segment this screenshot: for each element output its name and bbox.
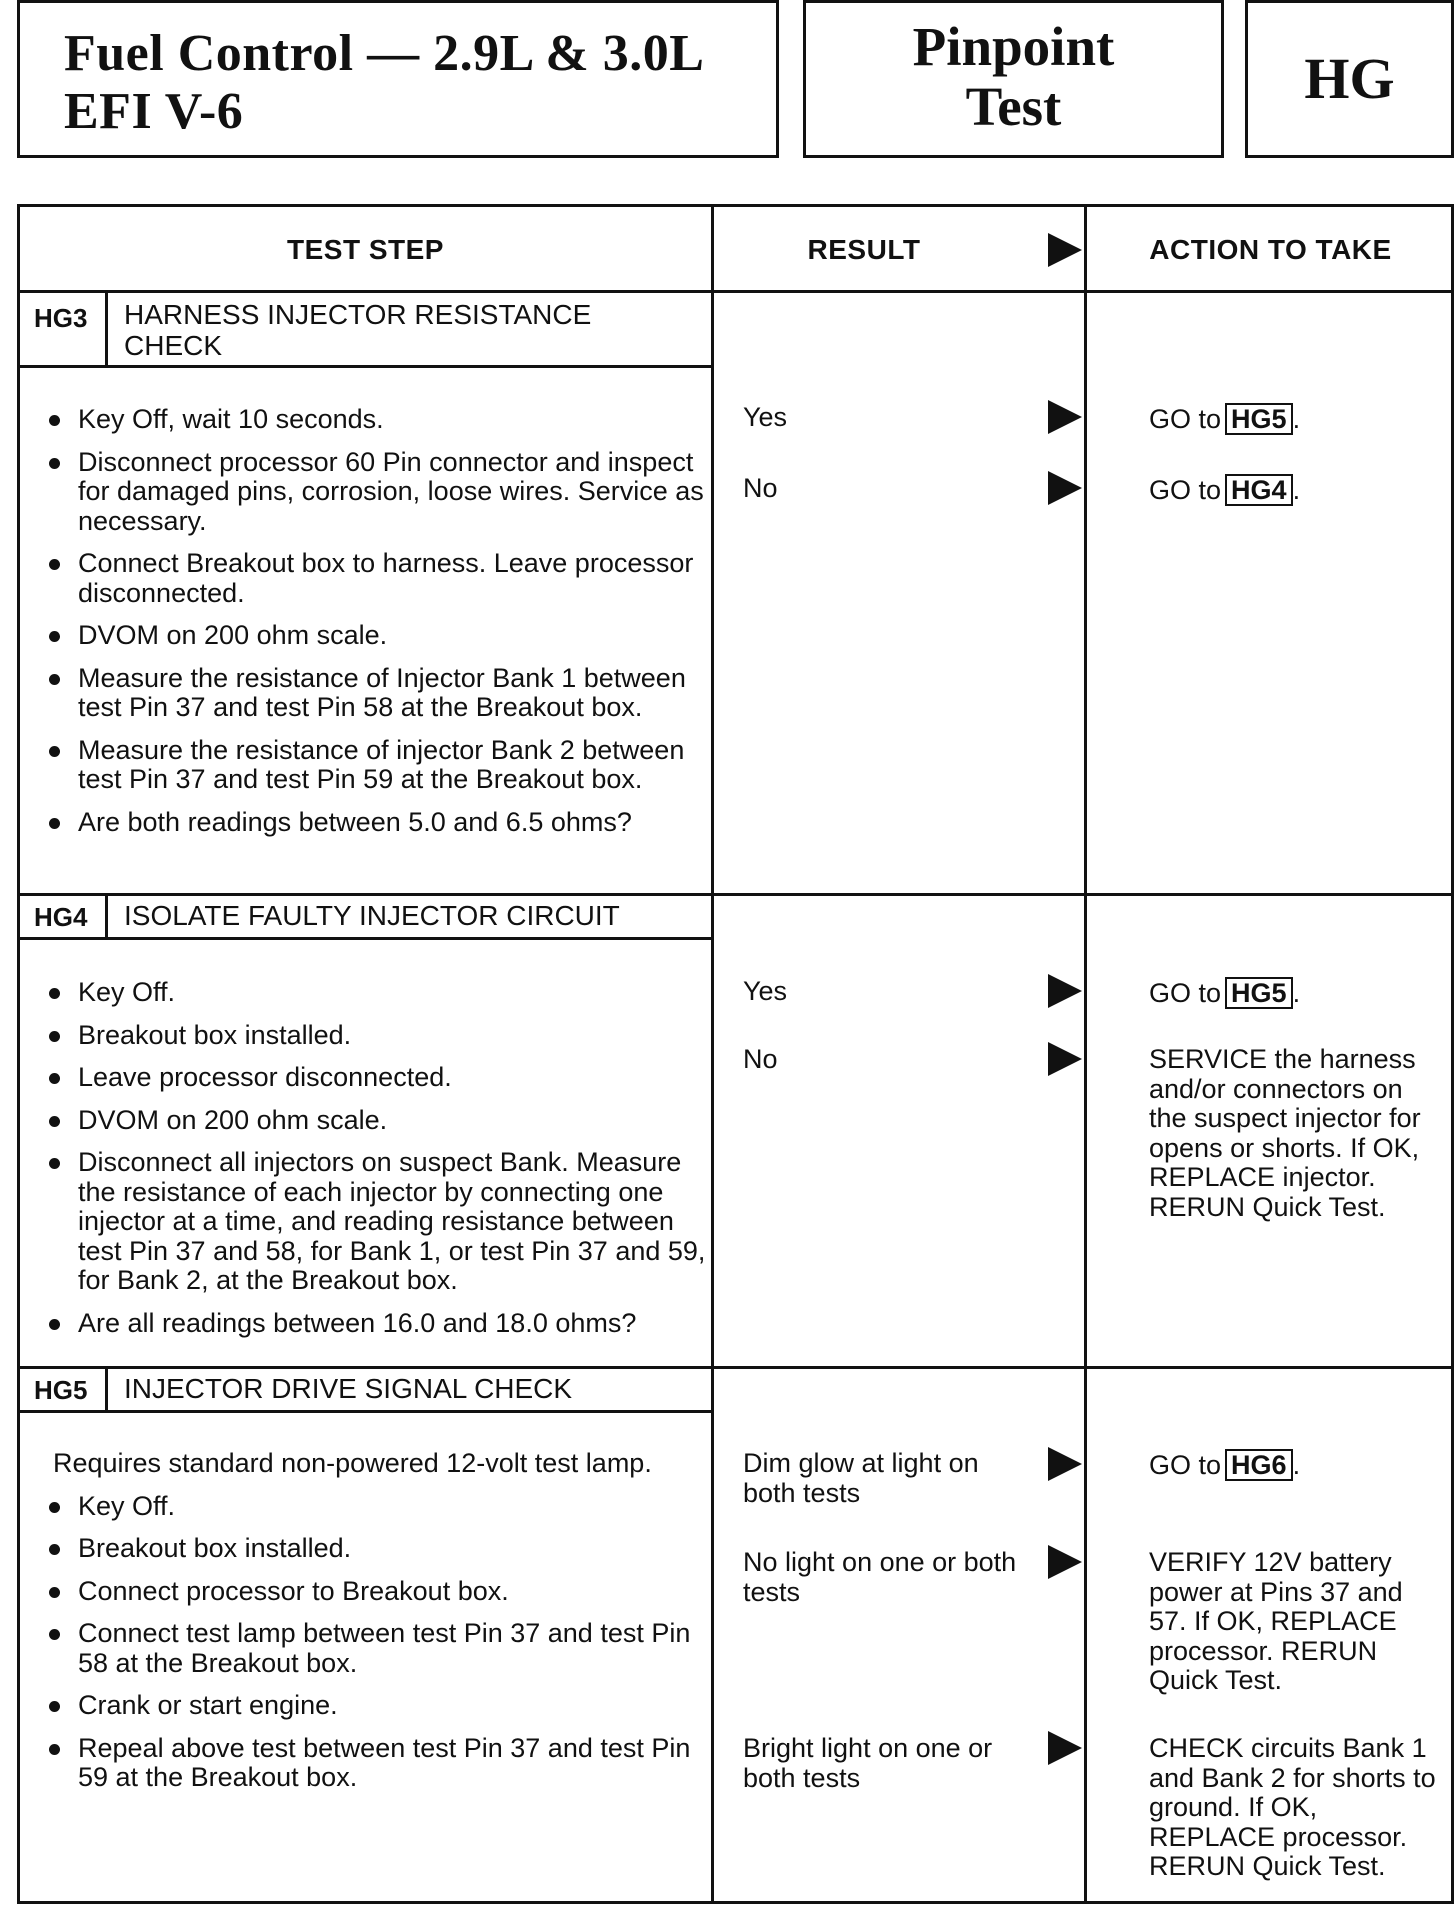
- section-title-hg5: INJECTOR DRIVE SIGNAL CHECK: [124, 1373, 573, 1404]
- section-title-hg4: ISOLATE FAULTY INJECTOR CIRCUIT: [124, 900, 620, 931]
- arrow-icon: [1048, 400, 1082, 434]
- pinpoint-label: Pinpoint: [912, 16, 1115, 77]
- arrow-icon: [1048, 1731, 1082, 1765]
- goto-suffix: .: [1292, 475, 1301, 505]
- action-goto: [1149, 977, 1439, 1009]
- result-no: No: [743, 1044, 778, 1074]
- column-header-action: ACTION TO TAKE: [1149, 234, 1392, 265]
- step-item: Breakout box installed.: [45, 1534, 715, 1564]
- result-yes: Yes: [743, 402, 788, 432]
- result-yes: Yes: [743, 976, 788, 1006]
- goto-text: GO to: [1149, 404, 1222, 434]
- goto-suffix: .: [1292, 1450, 1301, 1480]
- step-item: Are all readings between 16.0 and 18.0 ohms?: [45, 1309, 715, 1339]
- action-goto: [1149, 403, 1439, 435]
- page-title-line2: EFI V-6: [64, 83, 244, 140]
- goto-suffix: .: [1292, 404, 1301, 434]
- page-title-line1: Fuel Control — 2.9L & 3.0L: [64, 25, 705, 82]
- result-bright-light: Bright light on one or both tests: [743, 1733, 993, 1793]
- section-title-hg3: HARNESS INJECTOR RESISTANCE CHECK: [124, 299, 592, 361]
- goto-ref-hg4: HG4: [1225, 474, 1293, 506]
- step-item: DVOM on 200 ohm scale.: [45, 621, 715, 651]
- goto-text: GO to: [1149, 475, 1222, 505]
- arrow-icon: [1048, 471, 1082, 505]
- label-divider: [105, 293, 108, 365]
- arrow-icon: [1048, 1042, 1082, 1076]
- action-text: VERIFY 12V battery power at Pins 37 and 57. If OK, REPLACE processor. RERUN Quick Test.: [1149, 1547, 1403, 1695]
- result-no: No: [743, 473, 778, 503]
- step-item: Measure the resistance of Injector Bank 1 between test Pin 37 and test Pin 58 at the Breakout box.: [45, 664, 715, 723]
- goto-text: GO to: [1149, 978, 1222, 1008]
- step-list-hg3: [45, 405, 715, 850]
- section-id-hg5: HG5: [34, 1375, 88, 1405]
- action-text: SERVICE the harness and/or connectors on the suspect injector for opens or shorts. If OK, REPLACE injector. RERUN Quick Test.: [1149, 1044, 1421, 1222]
- goto-ref-hg5: HG5: [1225, 977, 1293, 1009]
- arrow-icon: [1048, 233, 1082, 267]
- action-text: CHECK circuits Bank 1 and Bank 2 for shorts to ground. If OK, REPLACE processor. RERUN Quick Test.: [1149, 1733, 1436, 1881]
- goto-ref-hg5: HG5: [1225, 403, 1293, 435]
- goto-text: GO to: [1149, 1450, 1222, 1480]
- step-item: Key Off.: [45, 1492, 715, 1522]
- step-item: Key Off, wait 10 seconds.: [45, 405, 715, 435]
- step-intro: Requires standard non-powered 12-volt test lamp.: [53, 1448, 652, 1478]
- step-item: Connect test lamp between test Pin 37 and test Pin 58 at the Breakout box.: [45, 1619, 715, 1678]
- arrow-icon: [1048, 1545, 1082, 1579]
- step-item: Crank or start engine.: [45, 1691, 715, 1721]
- column-header-result: RESULT: [807, 234, 921, 265]
- arrow-icon: [1048, 974, 1082, 1008]
- test-code: HG: [1304, 46, 1395, 111]
- pinpoint-test-box: [803, 0, 1224, 158]
- step-item: Repeal above test between test Pin 37 and test Pin 59 at the Breakout box.: [45, 1734, 715, 1793]
- test-label: Test: [965, 76, 1062, 137]
- step-item: Disconnect processor 60 Pin connector and inspect for damaged pins, corrosion, loose wires. Service as necessary.: [45, 448, 715, 537]
- goto-ref-hg6: HG6: [1225, 1449, 1293, 1481]
- section-id-hg3: HG3: [34, 303, 88, 333]
- column-header-test-step: TEST STEP: [287, 234, 444, 265]
- step-item: Disconnect all injectors on suspect Bank. Measure the resistance of each injector by connecting one injector at a time, and reading resistance between test Pin 37 and 58, for Bank 1, or test Pin 37 and 59, for Bank 2, at the Breakout box.: [45, 1148, 715, 1296]
- column-divider: [1084, 207, 1087, 1904]
- arrow-icon: [1048, 1447, 1082, 1481]
- title-box: [17, 0, 779, 158]
- action-goto: [1149, 1449, 1439, 1481]
- step-item: Connect processor to Breakout box.: [45, 1577, 715, 1607]
- section-id-hg4: HG4: [34, 902, 88, 932]
- action-goto: [1149, 474, 1439, 506]
- step-item: Leave processor disconnected.: [45, 1063, 715, 1093]
- result-no-light: No light on one or both tests: [743, 1547, 1017, 1607]
- pinpoint-table: [17, 204, 1454, 1904]
- step-item: Breakout box installed.: [45, 1021, 715, 1051]
- goto-suffix: .: [1292, 978, 1301, 1008]
- step-item: Are both readings between 5.0 and 6.5 ohms?: [45, 808, 715, 838]
- label-divider: [105, 1369, 108, 1410]
- step-list-hg4: [45, 978, 715, 1351]
- result-dim-glow: Dim glow at light on both tests: [743, 1448, 979, 1508]
- label-divider: [105, 896, 108, 937]
- step-item: Key Off.: [45, 978, 715, 1008]
- step-item: Measure the resistance of injector Bank 2 between test Pin 37 and test Pin 59 at the Breakout box.: [45, 736, 715, 795]
- step-list-hg5: [45, 1449, 715, 1806]
- step-item: Connect Breakout box to harness. Leave processor disconnected.: [45, 549, 715, 608]
- step-item: DVOM on 200 ohm scale.: [45, 1106, 715, 1136]
- test-code-box: [1245, 0, 1454, 158]
